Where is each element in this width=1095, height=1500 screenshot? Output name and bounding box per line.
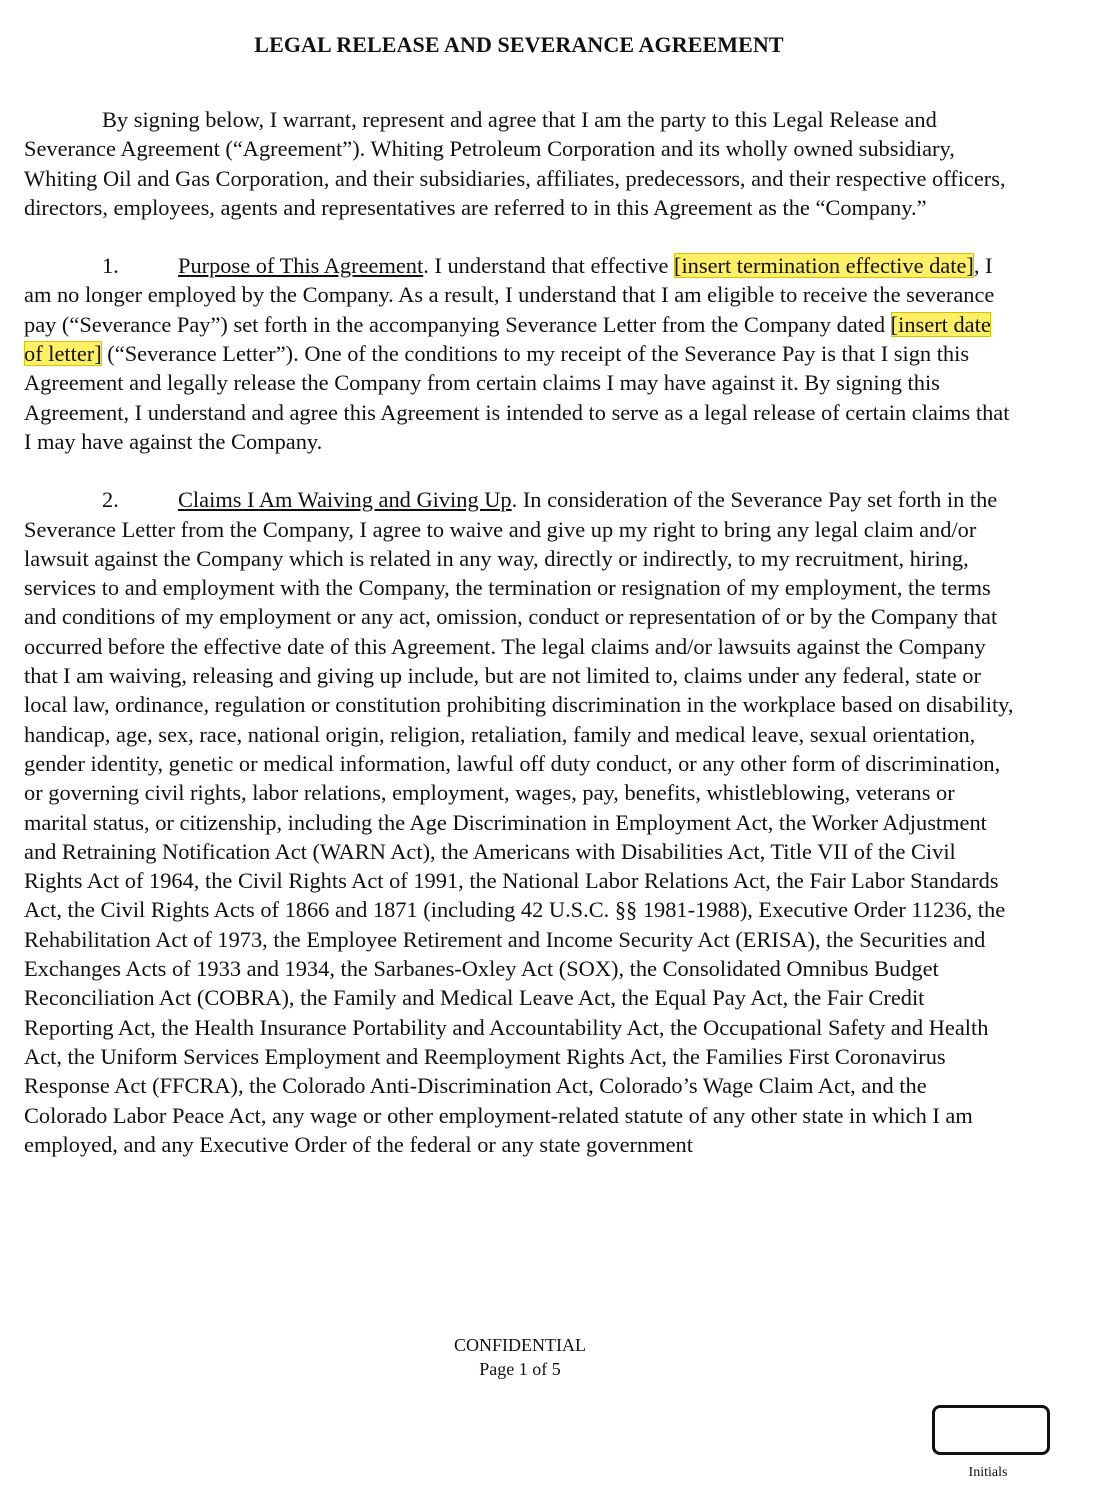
section-2-number: 2. (102, 487, 119, 513)
section-2-heading: Claims I Am Waiving and Giving Up (178, 487, 512, 513)
letter-date-placeholder[interactable]: [insert date of letter] (24, 311, 991, 367)
section-1-paragraph (24, 251, 1014, 456)
section-1-text-b: , I am no longer employed by the Company. As a result, I understand that I am eligible to receive the severance pay (“Severance Pay”) set forth in the accompanying Severance Letter from the Company dated (24, 253, 995, 337)
document-title: LEGAL RELEASE AND SEVERANCE AGREEMENT (254, 32, 784, 57)
document-page (24, 30, 1014, 1188)
termination-date-placeholder[interactable]: [insert termination effective date] (674, 253, 974, 279)
page-number: Page 1 of 5 (479, 1359, 561, 1379)
section-1-text-a: . I understand that effective (423, 253, 674, 279)
section-2-paragraph (24, 485, 1014, 1159)
initials-label: Initials (968, 1465, 1008, 1480)
section-1-number: 1. (102, 253, 119, 279)
section-1-text-c: (“Severance Letter”). One of the conditions to my receipt of the Severance Pay is that I sign this Agreement and legally release the Company from certain claims I may have against it. By signing this Agreement, I understand and agree this Agreement is intended to serve as a legal release of certain claims that I may have against the Company. (24, 341, 1010, 454)
section-2-text: . In consideration of the Severance Pay set forth in the Severance Letter from the Company, I agree to waive and give up my right to bring any legal claim and/or lawsuit against the Company which is related in any way, directly or indirectly, to my recruitment, hiring, services to and employment with the Company, the termination or resignation of my employment, the terms and conditions of my employment or any act, omission, conduct or representation of or by the Company that occurred before the effective date of this Agreement. The legal claims and/or lawsuits against the Company that I am waiving, releasing and giving up include, but are not limited to, claims under any federal, state or local law, ordinance, regulation or constitution prohibiting discrimination in the workplace based on disability, handicap, age, sex, race, national origin, religion, retaliation, family and medical leave, sexual orientation, gender identity, genetic or medical information, lawful off duty conduct, or any other form of discrimination, or governing civil rights, labor relations, employment, wages, pay, benefits, whistleblowing, veterans or marital status, or citizenship, including the Age Discrimination in Employment Act, the Worker Adjustment and Retraining Notification Act (WARN Act), the Americans with Disabilities Act, Title VII of the Civil Rights Act of 1964, the Civil Rights Act of 1991, the National Labor Relations Act, the Fair Labor Standards Act, the Civil Rights Acts of 1866 and 1871 (including 42 U.S.C. §§ 1981-1988), Executive Order 11236, the Rehabilitation Act of 1973, the Employee Retirement and Income Security Act (ERISA), the Securities and Exchanges Acts of 1933 and 1934, the Sarbanes-Oxley Act (SOX), the Consolidated Omnibus Budget Reconciliation Act (COBRA), the Family and Medical Leave Act, the Equal Pay Act, the Fair Credit Reporting Act, the Health Insurance Portability and Accountability Act, the Occupational Safety and Health Act, the Uniform Services Employment and Reemployment Rights Act, the Families First Coronavirus Response Act (FFCRA), the Colorado Anti-Discrimination Act, Colorado’s Wage Claim Act, and the Colorado Labor Peace Act, any wage or other employment-related statute of any other state in which I am employed, and any Executive Order of the federal or any state government (24, 487, 1014, 1157)
confidential-label: CONFIDENTIAL (454, 1335, 586, 1355)
intro-paragraph: By signing below, I warrant, represent and agree that I am the party to this Legal Release and Severance Agreement (“Agreement”). Whiting Petroleum Corporation and its wholly owned subsidiary, Whiting Oil and Gas Corporation, and their subsidiaries, affiliates, predecessors, and their respective officers, directors, employees, agents and representatives are referred to in this Agreement as the “Company.” (24, 107, 1006, 220)
section-1-heading: Purpose of This Agreement (178, 253, 424, 279)
initials-box[interactable] (932, 1405, 1050, 1455)
page-footer (0, 1333, 1040, 1381)
